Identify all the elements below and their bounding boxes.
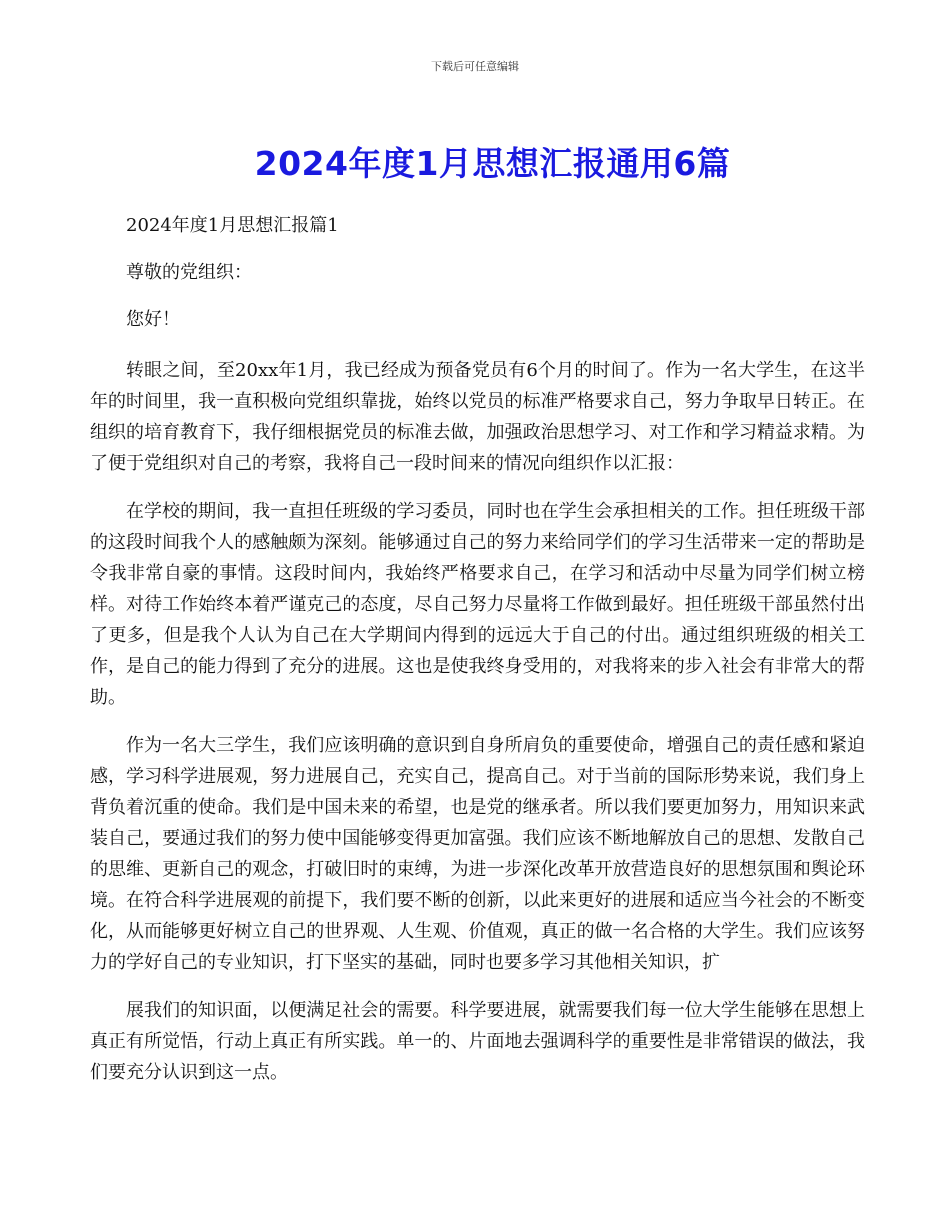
greeting: 您好！ [126,309,180,330]
salutation: 尊敬的党组织： [126,262,252,283]
subheading: 2024年度1月思想汇报篇1 [126,215,339,236]
paragraph: 作为一名大三学生，我们应该明确的意识到自身所肩负的重要使命，增强自己的责任感和紧迫感，学习科学进展观，努力进展自己，充实自己，提高自己。对于当前的国际形势来说，我们身上背负着沉重的使命。我们是中国未来的希望，也是党的继承者。所以我们要更加努力，用知识来武装自己，要通过我们的努力使中国能够变得更加富强。我们应该不断地解放自己的思想、发散自己的思维、更新自己的观念，打破旧时的束缚，为进一步深化改革开放营造良好的思想氛围和舆论环境。在符合科学进展观的前提下，我们要不断的创新，以此来更好的进展和适应当今社会的不断变化，从而能够更好树立自己的世界观、人生观、价值观，真正的做一名合格的大学生。我们应该努力的学好自己的专业知识，打下坚实的基础，同时也要多学习其他相关知识，扩 [90,735,865,973]
document-body [90,214,865,1105]
header-note: 下载后可任意编辑 [431,60,519,73]
paragraph: 展我们的知识面，以便满足社会的需要。科学要进展，就需要我们每一位大学生能够在思想上真正有所觉悟，行动上真正有所实践。单一的、片面地去强调科学的重要性是非常错误的做法，我们要充分认识到这一点。 [90,1000,865,1083]
paragraph: 转眼之间，至20xx年1月，我已经成为预备党员有6个月的时间了。作为一名大学生，在这半年的时间里，我一直积极向党组织靠拢，始终以党员的标准严格要求自己，努力争取早日转正。在组织的培育教育下，我仔细根据党员的标准去做，加强政治思想学习、对工作和学习精益求精。为了便于党组织对自己的考察，我将自己一段时间来的情况向组织作以汇报： [90,360,865,474]
paragraph: 在学校的期间，我一直担任班级的学习委员，同时也在学生会承担相关的工作。担任班级干部的这段时间我个人的感触颇为深刻。能够通过自己的努力来给同学们的学习生活带来一定的帮助是令我非常自豪的事情。这段时间内，我始终严格要求自己，在学习和活动中尽量为同学们树立榜样。对待工作始终本着严谨克己的态度，尽自己努力尽量将工作做到最好。担任班级干部虽然付出了更多，但是我个人认为自己在大学期间内得到的远远大于自己的付出。通过组织班级的相关工作，是自己的能力得到了充分的进展。这也是使我终身受用的，对我将来的步入社会有非常大的帮助。 [90,501,865,708]
document-title: 2024年度1月思想汇报通用6篇 [254,144,731,183]
